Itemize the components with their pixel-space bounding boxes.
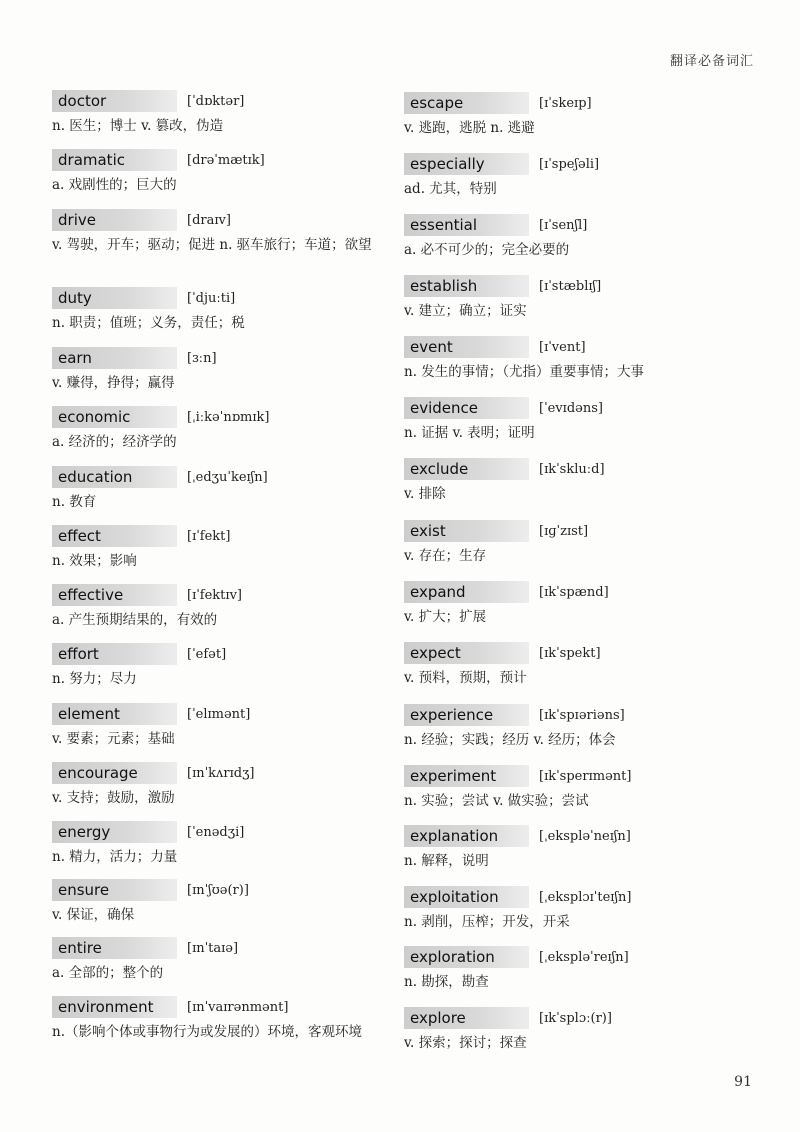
- headword: effective: [52, 584, 177, 606]
- phonetic: [ˌekspləˈneɪʃn]: [539, 828, 631, 844]
- phonetic: [ɪkˈskluːd]: [539, 461, 605, 477]
- headword: exist: [404, 520, 529, 542]
- vocab-entry: [404, 395, 704, 443]
- headword: energy: [52, 821, 177, 843]
- headword: explore: [404, 1007, 529, 1029]
- vocab-entry: [404, 212, 704, 260]
- running-header: 翻译必备词汇: [669, 54, 754, 69]
- vocab-entry: [52, 877, 382, 925]
- phonetic: [ɪˈsenʃl]: [539, 217, 588, 233]
- headword: evidence: [404, 397, 529, 419]
- vocab-entry: [404, 456, 704, 504]
- vocab-entry: [404, 90, 704, 138]
- headword: environment: [52, 996, 177, 1018]
- vocab-entry: [52, 582, 382, 630]
- definition: n. 发生的事情；（尤指）重要事情；大事: [404, 364, 645, 380]
- headword: ensure: [52, 879, 177, 901]
- vocab-entry: [404, 334, 704, 382]
- definition: a. 戏剧性的；巨大的: [52, 177, 177, 193]
- definition: n. 解释，说明: [404, 853, 489, 869]
- definition: a. 产生预期结果的，有效的: [52, 612, 218, 628]
- vocab-entry: [52, 345, 382, 393]
- definition: n. 职责；值班；义务，责任；税: [52, 315, 245, 331]
- phonetic: [drəˈmætɪk]: [187, 152, 265, 168]
- vocab-entry: [52, 285, 382, 333]
- definition: n. 实验；尝试 v. 做实验；尝试: [404, 793, 589, 809]
- vocab-entry: [404, 273, 704, 321]
- phonetic: [ˈdjuːti]: [187, 290, 236, 306]
- definition: n. 教育: [52, 494, 97, 510]
- definition: a. 经济的；经济学的: [52, 434, 177, 450]
- phonetic: [ɪkˈspænd]: [539, 584, 609, 600]
- phonetic: [ˌiːkəˈnɒmɪk]: [187, 409, 270, 425]
- definition: v. 保证，确保: [52, 907, 135, 923]
- phonetic: [ˈefət]: [187, 646, 227, 662]
- definition: n. 勘探，勘查: [404, 974, 489, 990]
- phonetic: [ɜːn]: [187, 350, 217, 366]
- phonetic: [ˈelɪmənt]: [187, 706, 251, 722]
- headword: especially: [404, 153, 529, 175]
- vocab-entry: [404, 518, 704, 566]
- phonetic: [ɪɡˈzɪst]: [539, 523, 589, 539]
- definition: v. 预料，预期，预计: [404, 670, 527, 686]
- phonetic: [ɪˈspeʃəli]: [539, 156, 600, 172]
- definition: v. 建立；确立；证实: [404, 303, 527, 319]
- phonetic: [ˌeksplɔɪˈteɪʃn]: [539, 889, 632, 905]
- headword: expect: [404, 642, 529, 664]
- phonetic: [ˌedʒuˈkeɪʃn]: [187, 469, 268, 485]
- definition: n. 努力；尽力: [52, 671, 137, 687]
- headword: escape: [404, 92, 529, 114]
- vocab-entry: [52, 641, 382, 689]
- phonetic: [draɪv]: [187, 212, 231, 228]
- phonetic: [ɪˈvent]: [539, 339, 586, 355]
- definition: v. 赚得，挣得；赢得: [52, 375, 175, 391]
- definition: a. 全部的；整个的: [52, 965, 164, 981]
- headword: establish: [404, 275, 529, 297]
- vocab-entry: [52, 523, 382, 571]
- phonetic: [ɪkˈspekt]: [539, 645, 601, 661]
- phonetic: [ɪnˈkʌrɪdʒ]: [187, 765, 255, 781]
- definition: n. 效果；影响: [52, 553, 137, 569]
- definition: n. 经验；实践；经历 v. 经历；体会: [404, 732, 616, 748]
- phonetic: [ˈdɒktər]: [187, 93, 245, 109]
- definition: v. 存在；生存: [404, 548, 487, 564]
- definition: n. 证据 v. 表明；证明: [404, 425, 535, 441]
- vocab-entry: [404, 944, 704, 992]
- vocab-entry: [404, 579, 704, 627]
- headword: education: [52, 466, 177, 488]
- headword: drive: [52, 209, 177, 231]
- definition: n. 精力，活力；力量: [52, 849, 178, 865]
- headword: encourage: [52, 762, 177, 784]
- vocab-entry: [404, 763, 704, 811]
- definition: v. 扩大；扩展: [404, 609, 487, 625]
- phonetic: [ˌekspləˈreɪʃn]: [539, 949, 629, 965]
- phonetic: [ɪkˈsplɔː(r)]: [539, 1010, 612, 1026]
- definition: n. 医生；博士 v. 篡改，伪造: [52, 118, 224, 134]
- headword: effect: [52, 525, 177, 547]
- definition: v. 支持；鼓励，激励: [52, 790, 175, 806]
- phonetic: [ˈenədʒi]: [187, 824, 245, 840]
- definition: v. 要素；元素；基础: [52, 731, 175, 747]
- headword: element: [52, 703, 177, 725]
- vocab-entry: [52, 147, 382, 195]
- headword: experience: [404, 704, 529, 726]
- phonetic: [ɪˈfekt]: [187, 528, 231, 544]
- phonetic: [ɪˈstæblɪʃ]: [539, 278, 602, 294]
- headword: earn: [52, 347, 177, 369]
- definition: ad. 尤其，特别: [404, 181, 497, 197]
- headword: exploration: [404, 946, 529, 968]
- phonetic: [ɪnˈʃʊə(r)]: [187, 882, 249, 898]
- vocab-entry: [52, 88, 382, 136]
- definition: n.（影响个体或事物行为或发展的）环境，客观环境: [52, 1024, 362, 1040]
- headword: economic: [52, 406, 177, 428]
- phonetic: [ɪnˈtaɪə]: [187, 940, 239, 956]
- phonetic: [ɪnˈvaɪrənmənt]: [187, 999, 289, 1015]
- definition: a. 必不可少的；完全必要的: [404, 242, 570, 258]
- phonetic: [ɪkˈspɪəriəns]: [539, 707, 625, 723]
- vocab-entry: [52, 819, 382, 867]
- headword: exclude: [404, 458, 529, 480]
- phonetic: [ɪˈfektɪv]: [187, 587, 242, 603]
- definition: n. 剥削，压榨；开发，开采: [404, 914, 570, 930]
- definition: v. 逃跑，逃脱 n. 逃避: [404, 120, 535, 136]
- headword: effort: [52, 643, 177, 665]
- vocab-entry: [52, 760, 382, 808]
- headword: entire: [52, 937, 177, 959]
- vocab-entry: [52, 994, 382, 1042]
- definition: v. 驾驶，开车；驱动；促进 n. 驱车旅行；车道；欲望: [52, 237, 372, 253]
- headword: experiment: [404, 765, 529, 787]
- headword: expand: [404, 581, 529, 603]
- headword: duty: [52, 287, 177, 309]
- headword: essential: [404, 214, 529, 236]
- vocab-entry: [52, 464, 382, 512]
- vocab-entry: [404, 823, 704, 871]
- vocab-entry: [404, 1005, 704, 1053]
- headword: event: [404, 336, 529, 358]
- phonetic: [ɪkˈsperɪmənt]: [539, 768, 632, 784]
- page-number: 91: [734, 1074, 752, 1090]
- vocab-entry: [52, 207, 382, 255]
- vocab-entry: [404, 640, 704, 688]
- vocab-entry: [52, 701, 382, 749]
- definition: v. 探索；探讨；探查: [404, 1035, 527, 1051]
- definition: v. 排除: [404, 486, 446, 502]
- vocab-entry: [404, 151, 704, 199]
- headword: exploitation: [404, 886, 529, 908]
- phonetic: [ɪˈskeɪp]: [539, 95, 592, 111]
- headword: explanation: [404, 825, 529, 847]
- phonetic: [ˈevɪdəns]: [539, 400, 603, 416]
- headword: doctor: [52, 90, 177, 112]
- headword: dramatic: [52, 149, 177, 171]
- vocab-entry: [404, 702, 704, 750]
- vocab-entry: [404, 884, 704, 932]
- vocab-entry: [52, 404, 382, 452]
- vocab-entry: [52, 935, 382, 983]
